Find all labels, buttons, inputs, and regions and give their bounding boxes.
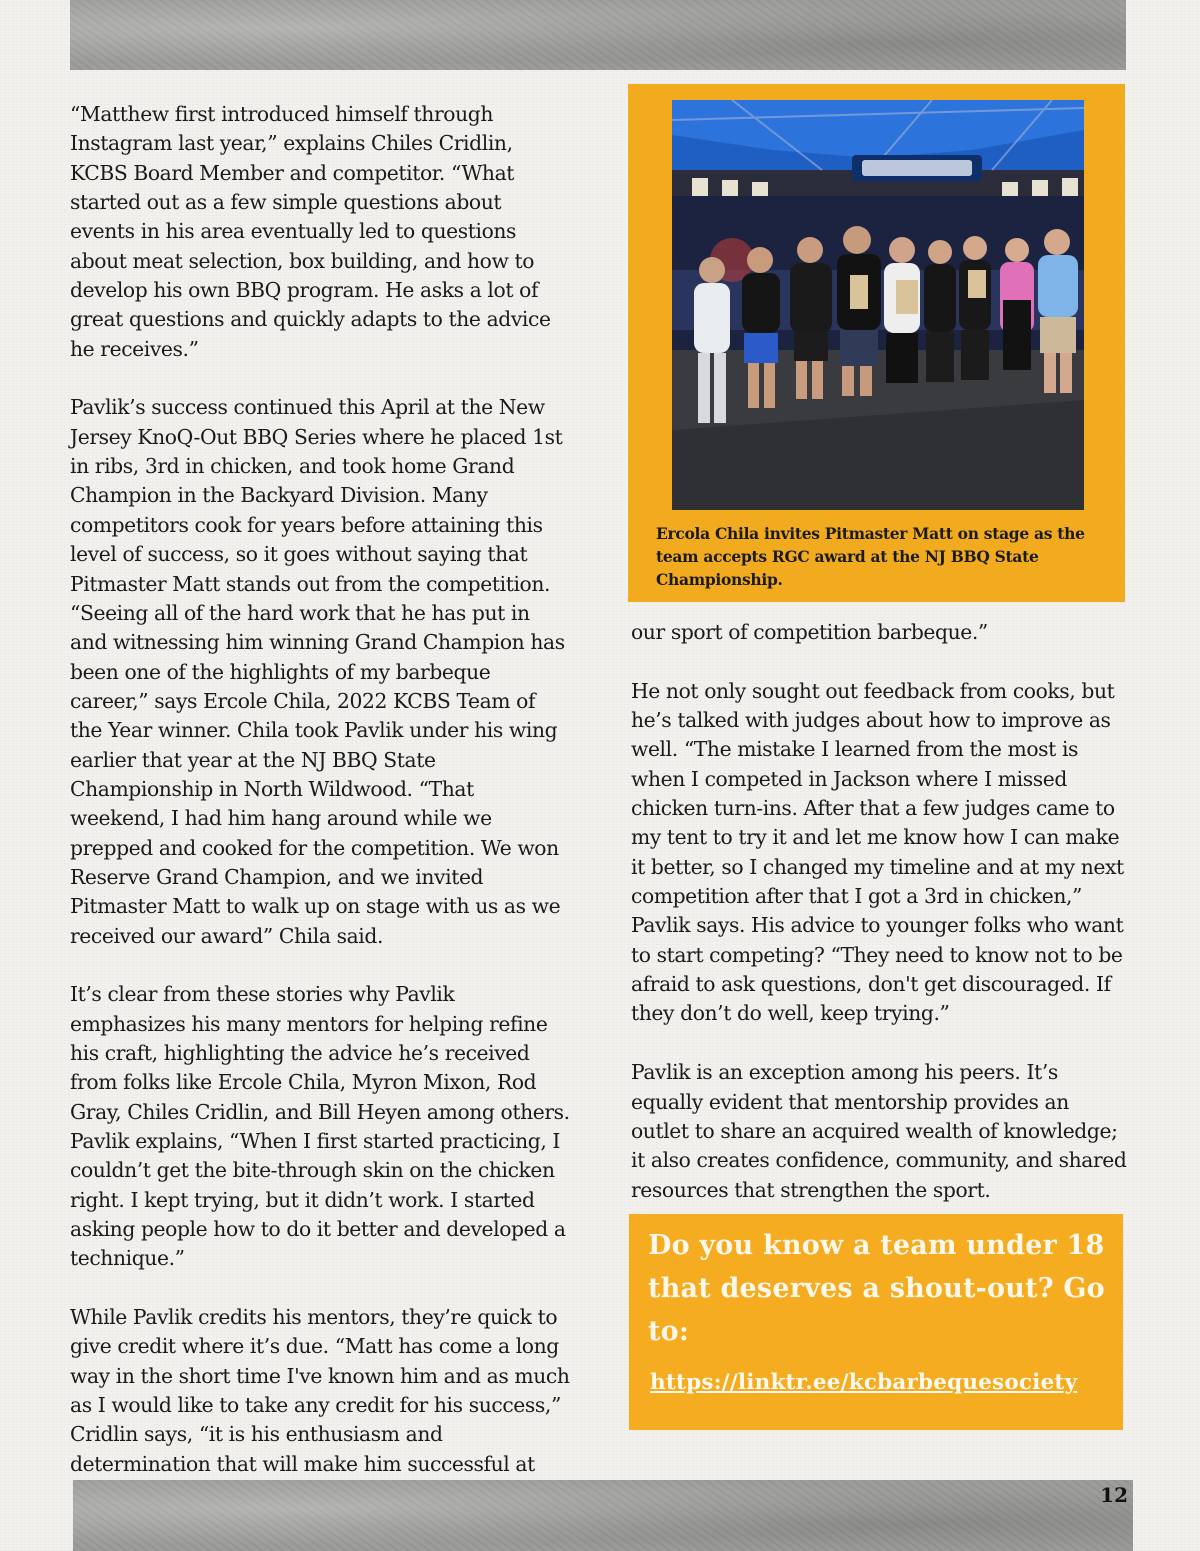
paragraph: He not only sought out feedback from cooks, but he’s talked with judges about how to improve as well. “The mistake I learned from the most is when I competed in Jackson where I missed chicken turn-ins. After that a few judges came to my tent to try it and let me know how I can make it better, so I changed my timeline and at my next competition after that I got a 3rd in chicken,” Pavlik says. His advice to younger folks who want to start competing? “They need to know not to be afraid to ask questions, don't get discouraged. If they don’t do well, keep trying.” bbox=[631, 678, 1124, 1026]
team-award-photo bbox=[672, 100, 1084, 510]
paragraph: It’s clear from these stories why Pavlik emphasizes his many mentors for helping refine his craft, highlighting the advice he’s received from folks like Ercole Chila, Myron Mixon, Rod Gray, Chiles Cridlin, and Bill Heyen among others. Pavlik explains, “When I first started practicing, I couldn’t get the bite-through skin on the chicken right. I kept trying, but it didn’t work. I started asking people how to do it better and developed a technique.” bbox=[70, 982, 570, 1271]
article-left-column bbox=[70, 100, 570, 1509]
paragraph: Pavlik is an exception among his peers. It’s equally evident that mentorship provides an outlet to share an acquired wealth of knowledge; it also creates confidence, community, and shared resources that strengthen the sport. bbox=[631, 1060, 1127, 1202]
footer-band bbox=[73, 1480, 1133, 1551]
photo-frame bbox=[628, 84, 1125, 602]
shout-out-callout bbox=[629, 1214, 1123, 1430]
photo-caption: Ercola Chila invites Pitmaster Matt on stage as the team accepts RGC award at the NJ BBQ State Championship. bbox=[656, 524, 1085, 589]
header-band bbox=[70, 0, 1126, 70]
paragraph: Pavlik’s success continued this April at the New Jersey KnoQ-Out BBQ Series where he placed 1st in ribs, 3rd in chicken, and took home Grand Champion in the Backyard Division. Many competitors cook for years before attaining this level of success, so it goes without saying that Pitmaster Matt stands out from the competition. “Seeing all of the hard work that he has put in and witnessing him winning Grand Champion has been one of the highlights of my barbeque career,” says Ercole Chila, 2022 KCBS Team of the Year winner. Chila took Pavlik under his wing earlier that year at the NJ BBQ State Championship in North Wildwood. “That weekend, I had him hang around while we prepped and cooked for the competition. We won Reserve Grand Champion, and we invited Pitmaster Matt to walk up on stage with us as we received our award” Chila said. bbox=[70, 395, 565, 948]
paragraph: our sport of competition barbeque.” bbox=[631, 620, 988, 644]
linktree-link[interactable]: https://linktr.ee/kcbarbequesociety bbox=[650, 1370, 1078, 1395]
paragraph: While Pavlik credits his mentors, they’re quick to give credit where it’s due. “Matt has come a long way in the short time I've known him and as much as I would like to take any credit for his success,” Cridlin says, “it is his enthusiasm and determination that will make him successful at bbox=[70, 1305, 570, 1476]
article-right-column bbox=[631, 618, 1131, 1234]
callout-heading: Do you know a team under 18 that deserves a shout-out? Go to: bbox=[648, 1230, 1105, 1347]
paragraph: “Matthew first introduced himself through Instagram last year,” explains Chiles Cridlin, KCBS Board Member and competitor. “What started out as a few simple questions about events in his area eventually led to questions about meat selection, box building, and how to develop his own BBQ program. He asks a lot of great questions and quickly adapts to the advice he receives.” bbox=[70, 102, 551, 361]
page-number: 12 bbox=[1100, 1483, 1128, 1507]
